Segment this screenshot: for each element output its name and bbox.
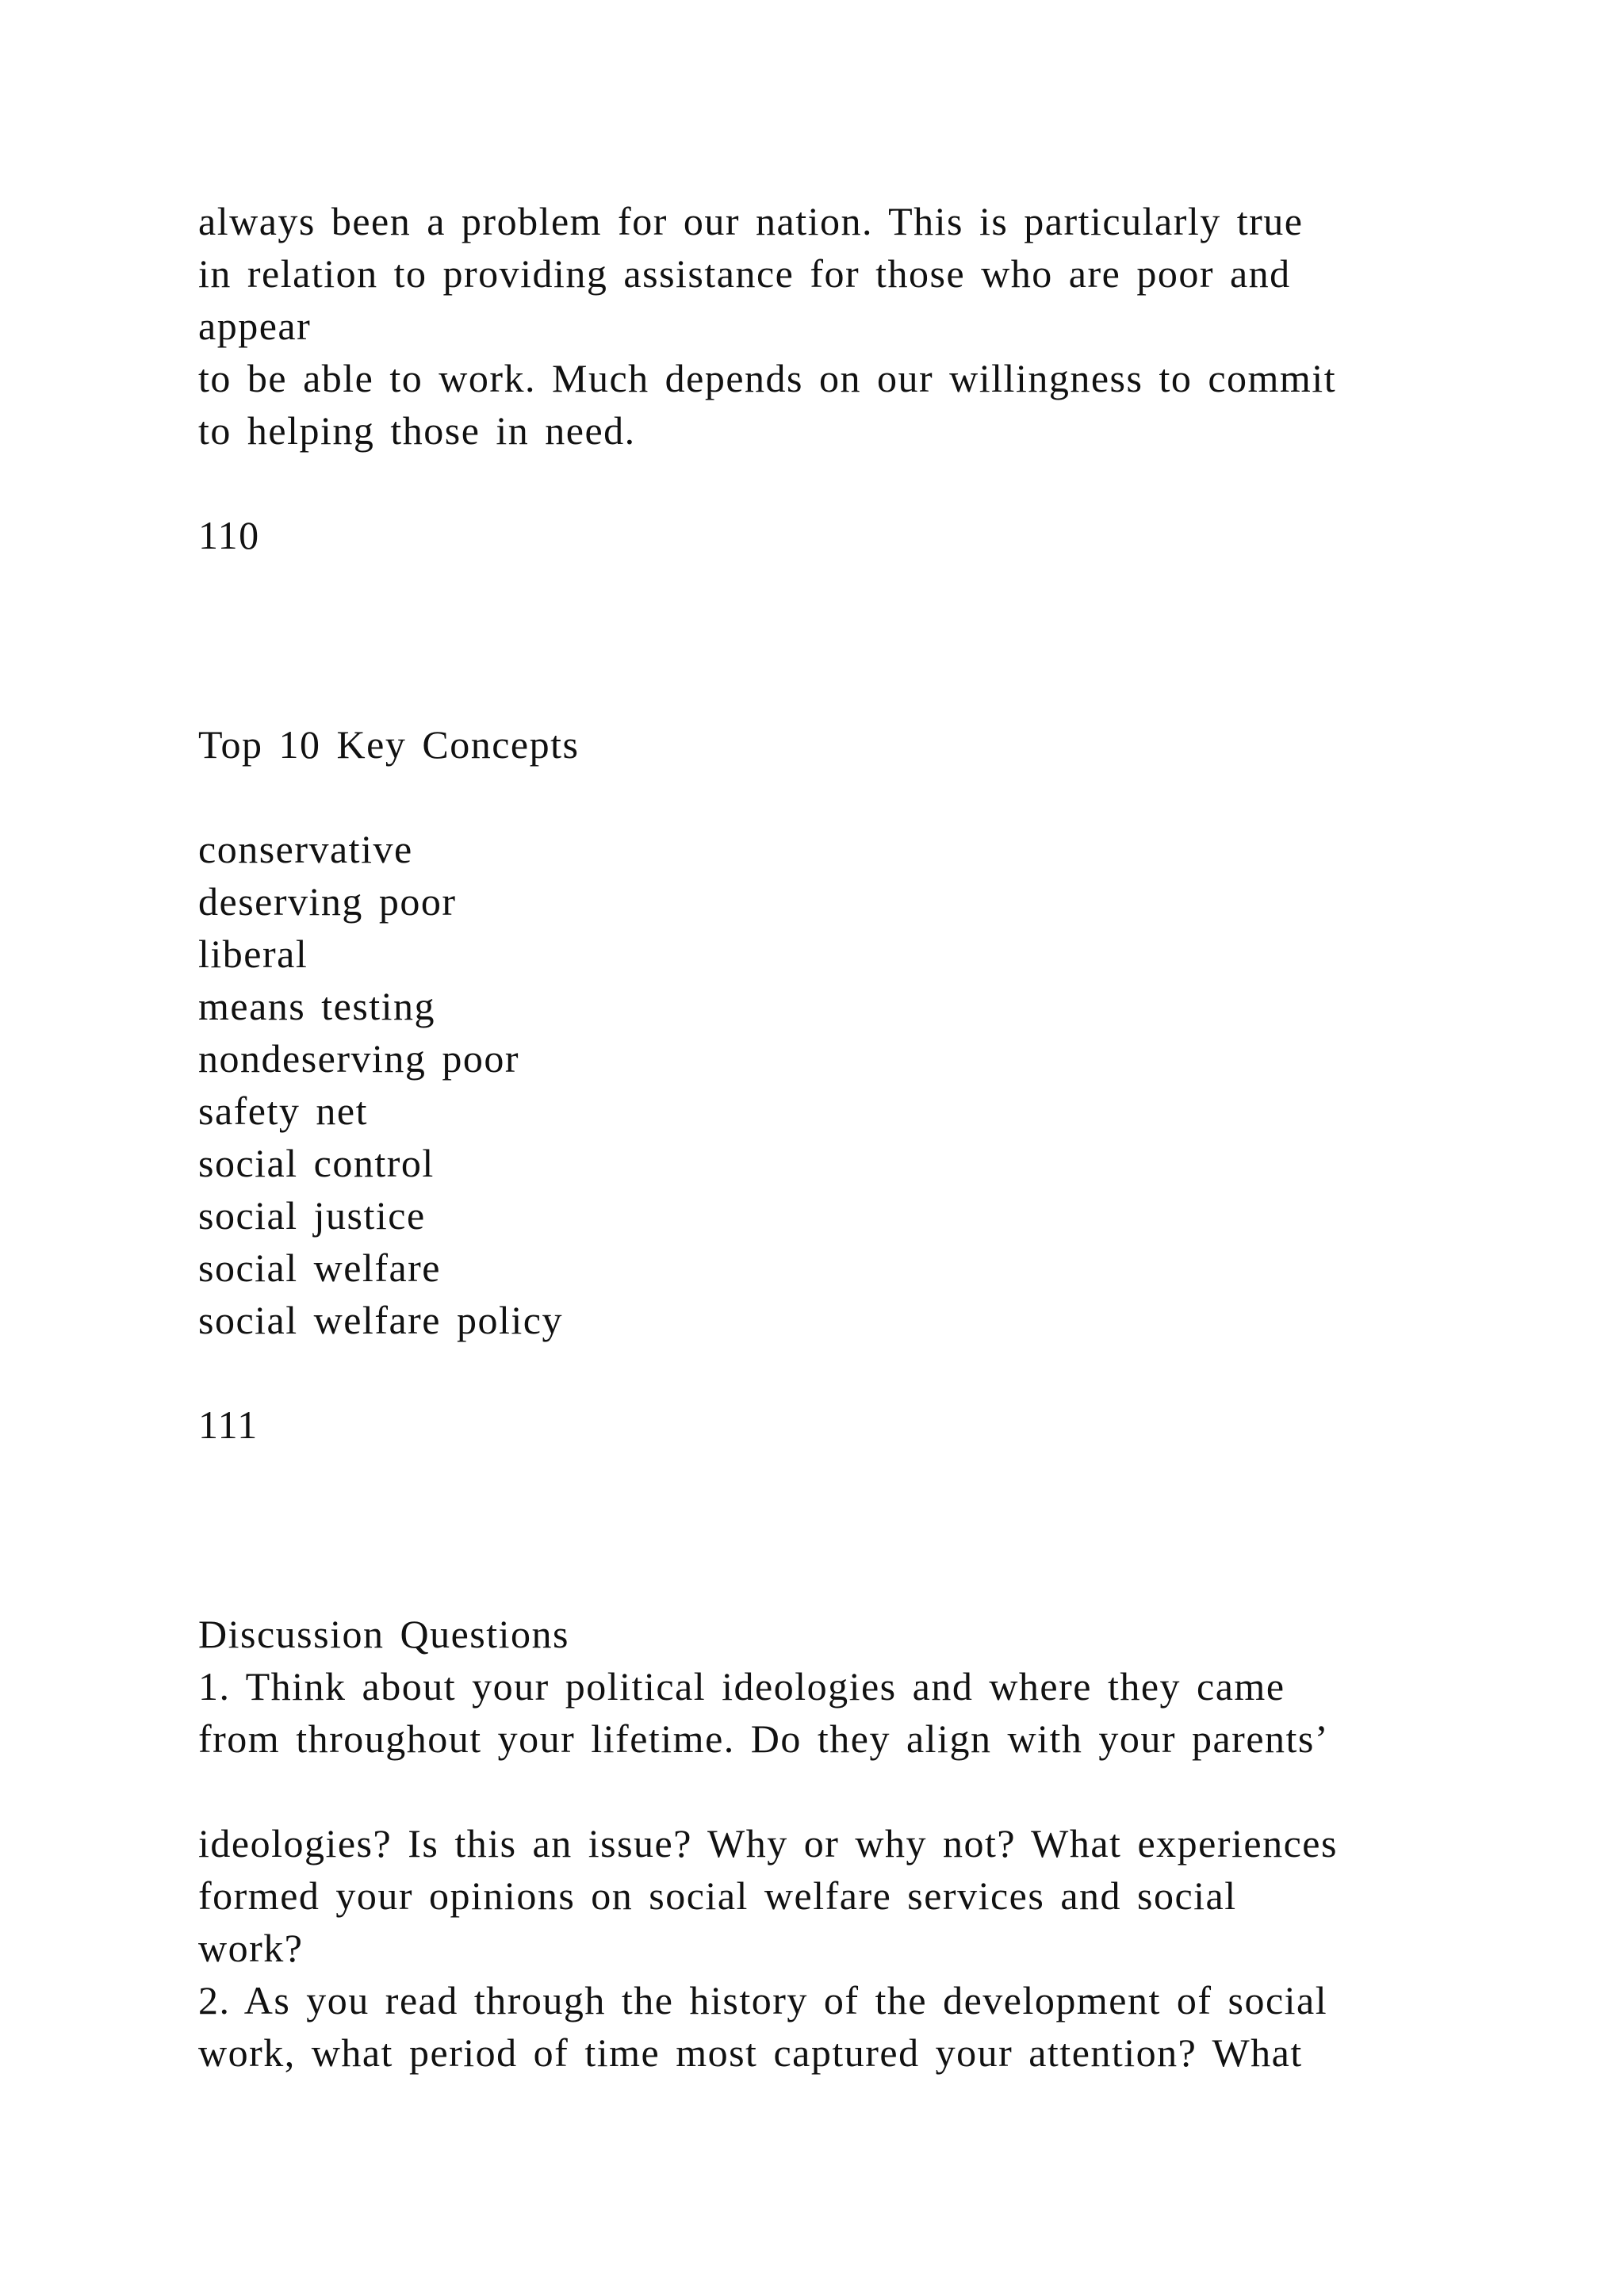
intro-line: always been a problem for our nation. This is particularly true — [198, 199, 1304, 243]
intro-line: to helping those in need. — [198, 408, 636, 453]
question-line: 1. Think about your political ideologies and where they came — [198, 1664, 1285, 1709]
page-number: 110 — [198, 513, 260, 557]
key-concept-item: conservative — [198, 827, 413, 871]
key-concepts-heading: Top 10 Key Concepts — [198, 722, 580, 767]
page-number: 111 — [198, 1402, 259, 1447]
key-concept-item: social justice — [198, 1193, 426, 1238]
intro-line: appear — [198, 304, 312, 348]
key-concept-item: liberal — [198, 932, 308, 976]
question-line: 2. As you read through the history of the development of social — [198, 1978, 1328, 2022]
key-concept-item: safety net — [198, 1089, 368, 1133]
question-line: ideologies? Is this an issue? Why or why not? What experiences — [198, 1821, 1338, 1866]
key-concept-item: deserving poor — [198, 879, 457, 924]
discussion-heading: Discussion Questions — [198, 1612, 569, 1656]
question-line: formed your opinions on social welfare services and social — [198, 1873, 1237, 1918]
key-concept-item: social welfare — [198, 1246, 442, 1290]
intro-line: to be able to work. Much depends on our willingness to commit — [198, 356, 1337, 400]
key-concept-item: social welfare policy — [198, 1298, 563, 1342]
key-concept-item: means testing — [198, 984, 436, 1028]
question-line: from throughout your lifetime. Do they align with your parents’ — [198, 1716, 1330, 1761]
key-concept-item: nondeserving poor — [198, 1036, 520, 1081]
question-line: work? — [198, 1926, 304, 1970]
key-concept-item: social control — [198, 1141, 435, 1185]
question-line: work, what period of time most captured your attention? What — [198, 2030, 1303, 2075]
intro-line: in relation to providing assistance for those who are poor and — [198, 251, 1291, 296]
